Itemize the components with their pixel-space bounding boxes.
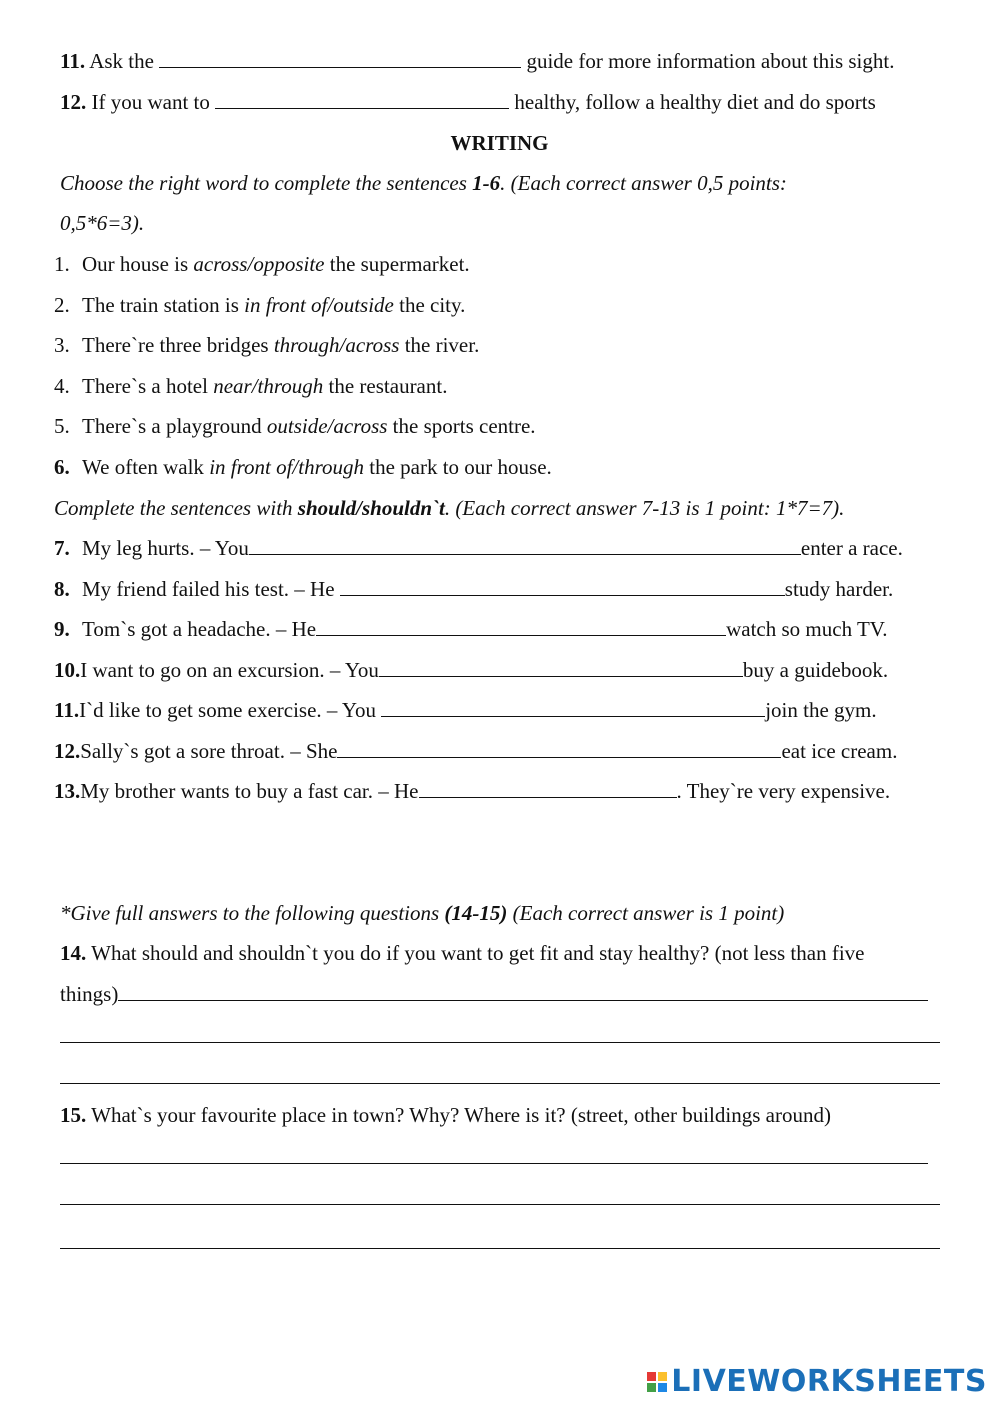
should-item-8 xyxy=(54,576,951,602)
item-number: 9. xyxy=(54,617,70,641)
instruction-keyword: should/shouldn`t xyxy=(297,496,445,520)
item-text: study harder. xyxy=(784,577,894,601)
item-text: We often walk xyxy=(82,455,210,479)
choose-item-2 xyxy=(54,292,951,318)
logo-square xyxy=(658,1383,667,1392)
choose-item-4 xyxy=(54,373,951,399)
answer-blank[interactable] xyxy=(381,698,765,717)
question-text: What should and shouldn`t you do if you want to get fit and stay healthy? (not less than five xyxy=(91,941,865,965)
item-text: eat ice cream. xyxy=(781,739,898,763)
item-text: buy a guidebook. xyxy=(742,658,889,682)
item-text: There`s a hotel xyxy=(82,374,214,398)
item-text: Our house is xyxy=(82,252,194,276)
item-text: the supermarket. xyxy=(324,252,470,276)
instruction-text: Choose the right word to complete the sentences xyxy=(60,171,473,195)
logo-text: LIVEWORKSHEETS xyxy=(671,1364,987,1399)
word-options[interactable]: in front of/outside xyxy=(244,293,394,317)
answer-blank[interactable] xyxy=(316,617,726,636)
item-text: Tom`s got a headache. – He xyxy=(82,617,317,641)
answer-blank[interactable] xyxy=(159,49,521,68)
word-options[interactable]: through/across xyxy=(273,333,400,357)
logo-icon xyxy=(647,1372,667,1392)
word-options[interactable]: near/through xyxy=(213,374,324,398)
answer-line[interactable] xyxy=(60,1248,940,1249)
item-text: join the gym. xyxy=(765,698,877,722)
item-text: There`s a playground xyxy=(82,414,267,438)
top-item-11 xyxy=(60,48,951,74)
item-text: I`d like to get some exercise. – You xyxy=(79,698,382,722)
answer-blank[interactable] xyxy=(379,658,743,677)
instruction-text: Complete the sentences with xyxy=(54,496,298,520)
question-number: 14. xyxy=(60,941,87,965)
instruction-choose xyxy=(60,170,951,196)
word-options[interactable]: across/opposite xyxy=(193,252,325,276)
item-number: 11. xyxy=(60,49,86,73)
item-number: 2. xyxy=(54,293,70,317)
choose-item-5 xyxy=(54,413,951,439)
logo-square xyxy=(658,1372,667,1381)
question-14 xyxy=(60,940,951,966)
instruction-range: 1-6 xyxy=(472,171,501,195)
question-number: 15. xyxy=(60,1103,87,1127)
item-text: Sally`s got a sore throat. – She xyxy=(80,739,338,763)
question-15 xyxy=(60,1102,951,1128)
instruction-full-answers xyxy=(60,900,951,926)
answer-blank[interactable] xyxy=(215,90,509,109)
item-number: 6. xyxy=(54,455,70,479)
item-text: The train station is xyxy=(82,293,245,317)
should-item-7 xyxy=(54,535,951,561)
answer-line[interactable] xyxy=(60,1204,940,1205)
item-text: guide for more information about this sight. xyxy=(526,49,895,73)
item-text: . They`re very expensive. xyxy=(676,779,891,803)
item-number: 7. xyxy=(54,536,70,560)
item-number: 12. xyxy=(54,739,81,763)
question-text: What`s your favourite place in town? Why? Where is it? (street, other buildings around) xyxy=(91,1103,831,1127)
should-item-13 xyxy=(54,778,951,804)
top-item-12 xyxy=(60,89,951,115)
should-item-9 xyxy=(54,616,951,642)
item-text: I want to go on an excursion. – You xyxy=(80,658,379,682)
item-number: 13. xyxy=(54,779,81,803)
answer-line[interactable] xyxy=(60,1042,940,1043)
item-text: enter a race. xyxy=(800,536,903,560)
choose-item-1 xyxy=(54,251,951,277)
item-number: 3. xyxy=(54,333,70,357)
item-number: 5. xyxy=(54,414,70,438)
item-text: watch so much TV. xyxy=(726,617,888,641)
item-number: 4. xyxy=(54,374,70,398)
answer-line[interactable] xyxy=(118,982,928,1001)
item-number: 10. xyxy=(54,658,81,682)
item-number: 8. xyxy=(54,577,70,601)
item-text: healthy, follow a healthy diet and do sports xyxy=(514,90,876,114)
logo-square xyxy=(647,1383,656,1392)
instruction-should xyxy=(54,495,951,521)
instruction-choose-line2: 0,5*6=3). xyxy=(60,211,145,235)
item-text: the park to our house. xyxy=(363,455,552,479)
item-text: the river. xyxy=(399,333,480,357)
choose-item-3 xyxy=(54,332,951,358)
choose-item-6 xyxy=(54,454,951,480)
instruction-text: (Each correct answer is 1 point) xyxy=(507,901,785,925)
answer-blank[interactable] xyxy=(249,536,801,555)
section-heading: WRITING xyxy=(450,131,549,155)
answer-blank[interactable] xyxy=(337,739,781,758)
item-number: 11. xyxy=(54,698,80,722)
item-number: 12. xyxy=(60,90,87,114)
logo-square xyxy=(647,1372,656,1381)
instruction-text: *Give full answers to the following questions xyxy=(60,901,445,925)
item-text: Ask the xyxy=(89,49,154,73)
answer-blank[interactable] xyxy=(419,779,677,798)
item-text: If you want to xyxy=(91,90,210,114)
answer-line[interactable] xyxy=(60,1083,940,1084)
should-item-11 xyxy=(54,697,951,723)
item-text: There`re three bridges xyxy=(82,333,274,357)
liveworksheets-logo xyxy=(647,1364,987,1399)
item-text: the city. xyxy=(393,293,466,317)
should-item-10 xyxy=(54,657,951,683)
question-text: things) xyxy=(60,982,119,1006)
should-item-12 xyxy=(54,738,951,764)
item-text: My friend failed his test. – He xyxy=(82,577,340,601)
answer-blank[interactable] xyxy=(340,577,785,596)
item-text: the sports centre. xyxy=(387,414,536,438)
answer-line[interactable] xyxy=(60,1163,928,1164)
item-text: My brother wants to buy a fast car. – He xyxy=(80,779,419,803)
item-number: 1. xyxy=(54,252,70,276)
instruction-text: . (Each correct answer 0,5 points: xyxy=(500,171,787,195)
item-text: the restaurant. xyxy=(323,374,448,398)
question-14-line2 xyxy=(60,981,951,1007)
instruction-range: (14-15) xyxy=(444,901,508,925)
item-text: My leg hurts. – You xyxy=(82,536,249,560)
word-options[interactable]: outside/across xyxy=(266,414,388,438)
word-options[interactable]: in front of/through xyxy=(209,455,364,479)
instruction-text: . (Each correct answer 7-13 is 1 point: 1*7=7). xyxy=(444,496,845,520)
